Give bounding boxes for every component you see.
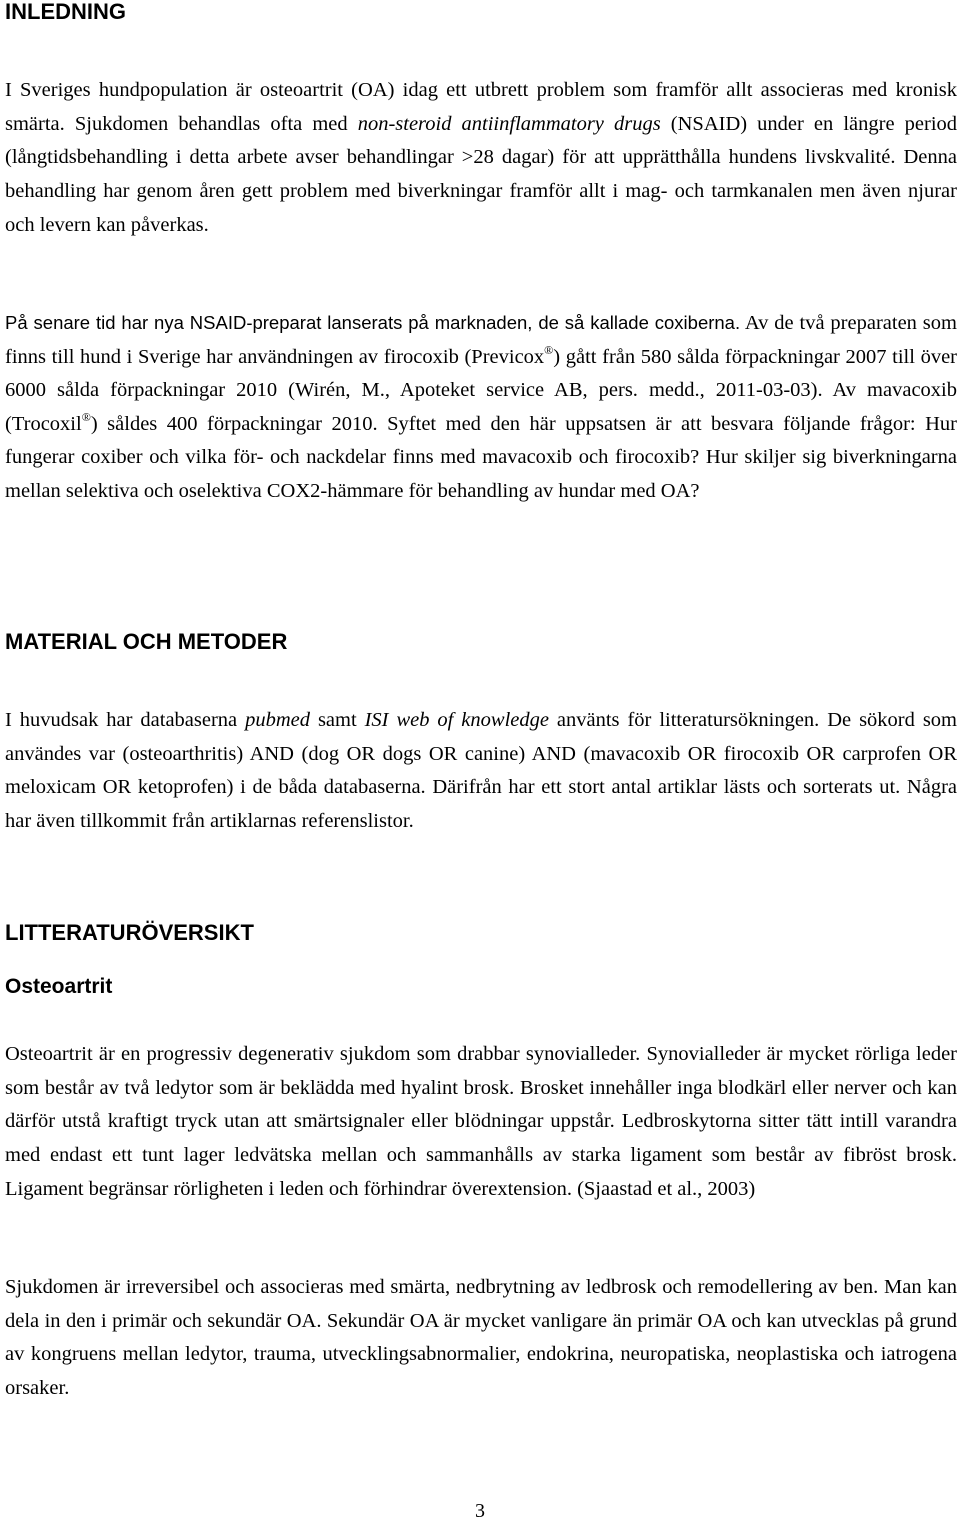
page-number: 3 [475, 1500, 485, 1522]
database-name-pubmed: pubmed [245, 709, 310, 731]
intro-p2-text-a: På senare tid har nya NSAID-preparat lanserats på marknaden, de så kallade coxiberna. [5, 312, 741, 333]
paragraph-review-2: Sjukdomen är irreversibel och associeras med smärta, nedbrytning av ledbrosk och remodellering av ben. Man kan dela in den i primär och sekundär OA. Sekundär OA är mycket vanligare än primär OA och kan utvecklas på grund av kongruens mellan ledytor, trauma, utvecklingsabnormalier, endokrina, neuropatiska, neoplastiska och iatrogena orsaker. [5, 1276, 957, 1400]
registered-mark: ® [81, 409, 91, 424]
subsection-heading-osteoartrit: Osteoartrit [5, 975, 113, 998]
registered-mark: ® [544, 342, 554, 357]
methods-text-c: använts för litteratursökningen. De sökord som användes var (osteoarthritis) AND (dog OR dogs OR canine) AND (mavacoxib OR firocoxib OR carprofen OR meloxicam OR ketoprofen) i de båda databaserna. Därifrån har ett stort antal artiklar lästs och sorterats ut. Några har även tillkommit från artiklarnas referenslistor. [5, 709, 957, 833]
intro-p1-text-b: (NSAID) under en längre period (långtidsbehandling i detta arbete avser behandlingar >28 dagar) för att upprätthålla hundens livskvalité. Denna behandling har genom åren gett problem med biverkningar framför allt i mag- och tarmkanalen men även njurar och levern kan påverkas. [5, 112, 958, 236]
paragraph-methods [5, 704, 957, 839]
section-heading-review: LITTERATURÖVERSIKT [5, 920, 254, 945]
paragraph-review-1: Osteoartrit är en progressiv degenerativ sjukdom som drabbar synovialleder. Synovialleder är mycket rörliga leder som består av två ledytor som är beklädda med hyalint brosk. Brosket innehåller inga blodkärl eller nerver och kan därför utstå kraftigt tryck utan att smärtsignaler eller blödningar uppstår. Ledbroskytorna sitter tätt intill varandra med endast ett tunt lager ledvätska mellan och sammanhålls av starka ligament som består av fibröst brosk. Ligament begränsar rörligheten i leden och förhindrar överextension. (Sjaastad et al., 2003) [5, 1043, 957, 1200]
section-heading-methods: MATERIAL OCH METODER [5, 629, 288, 654]
section-heading-inledning: INLEDNING [5, 0, 126, 24]
paragraph-intro-1 [5, 74, 957, 243]
intro-p2-text-b: Av de två preparaten som finns till hund i Sverige har användningen av firocoxib (Previcox [5, 312, 957, 368]
intro-p1-italic: non-steroid antiinflammatory drugs [357, 112, 661, 135]
intro-p2-text-d: ) såldes 400 förpackningar 2010. Syftet med den här uppsatsen är att besvara följande frågor: Hur fungerar coxiber och vilka för- och nackdelar finns med mavacoxib och firocoxib? Hur skiljer sig biverkningarna mellan selektiva och oselektiva COX2-hämmare för behandling av hundar med OA? [5, 412, 957, 502]
intro-p2-text-c: ) gått från 580 sålda förpackningar 2007 till över 6000 sålda förpackningar 2010 (Wirén, M., Apoteket service AB, pers. medd., 2011-03-03). Av mavacoxib (Trocoxil [5, 345, 957, 435]
paragraph-intro-2 [5, 306, 957, 509]
methods-text-b: samt [310, 709, 365, 731]
database-name-isi: ISI web of knowledge [364, 709, 549, 731]
intro-p1-text-a: I Sveriges hundpopulation är osteoartrit (OA) idag ett utbrett problem som framför allt associeras med kronisk smärta. Sjukdomen behandlas ofta med [5, 79, 957, 135]
methods-text-a: I huvudsak har databaserna [5, 709, 246, 731]
